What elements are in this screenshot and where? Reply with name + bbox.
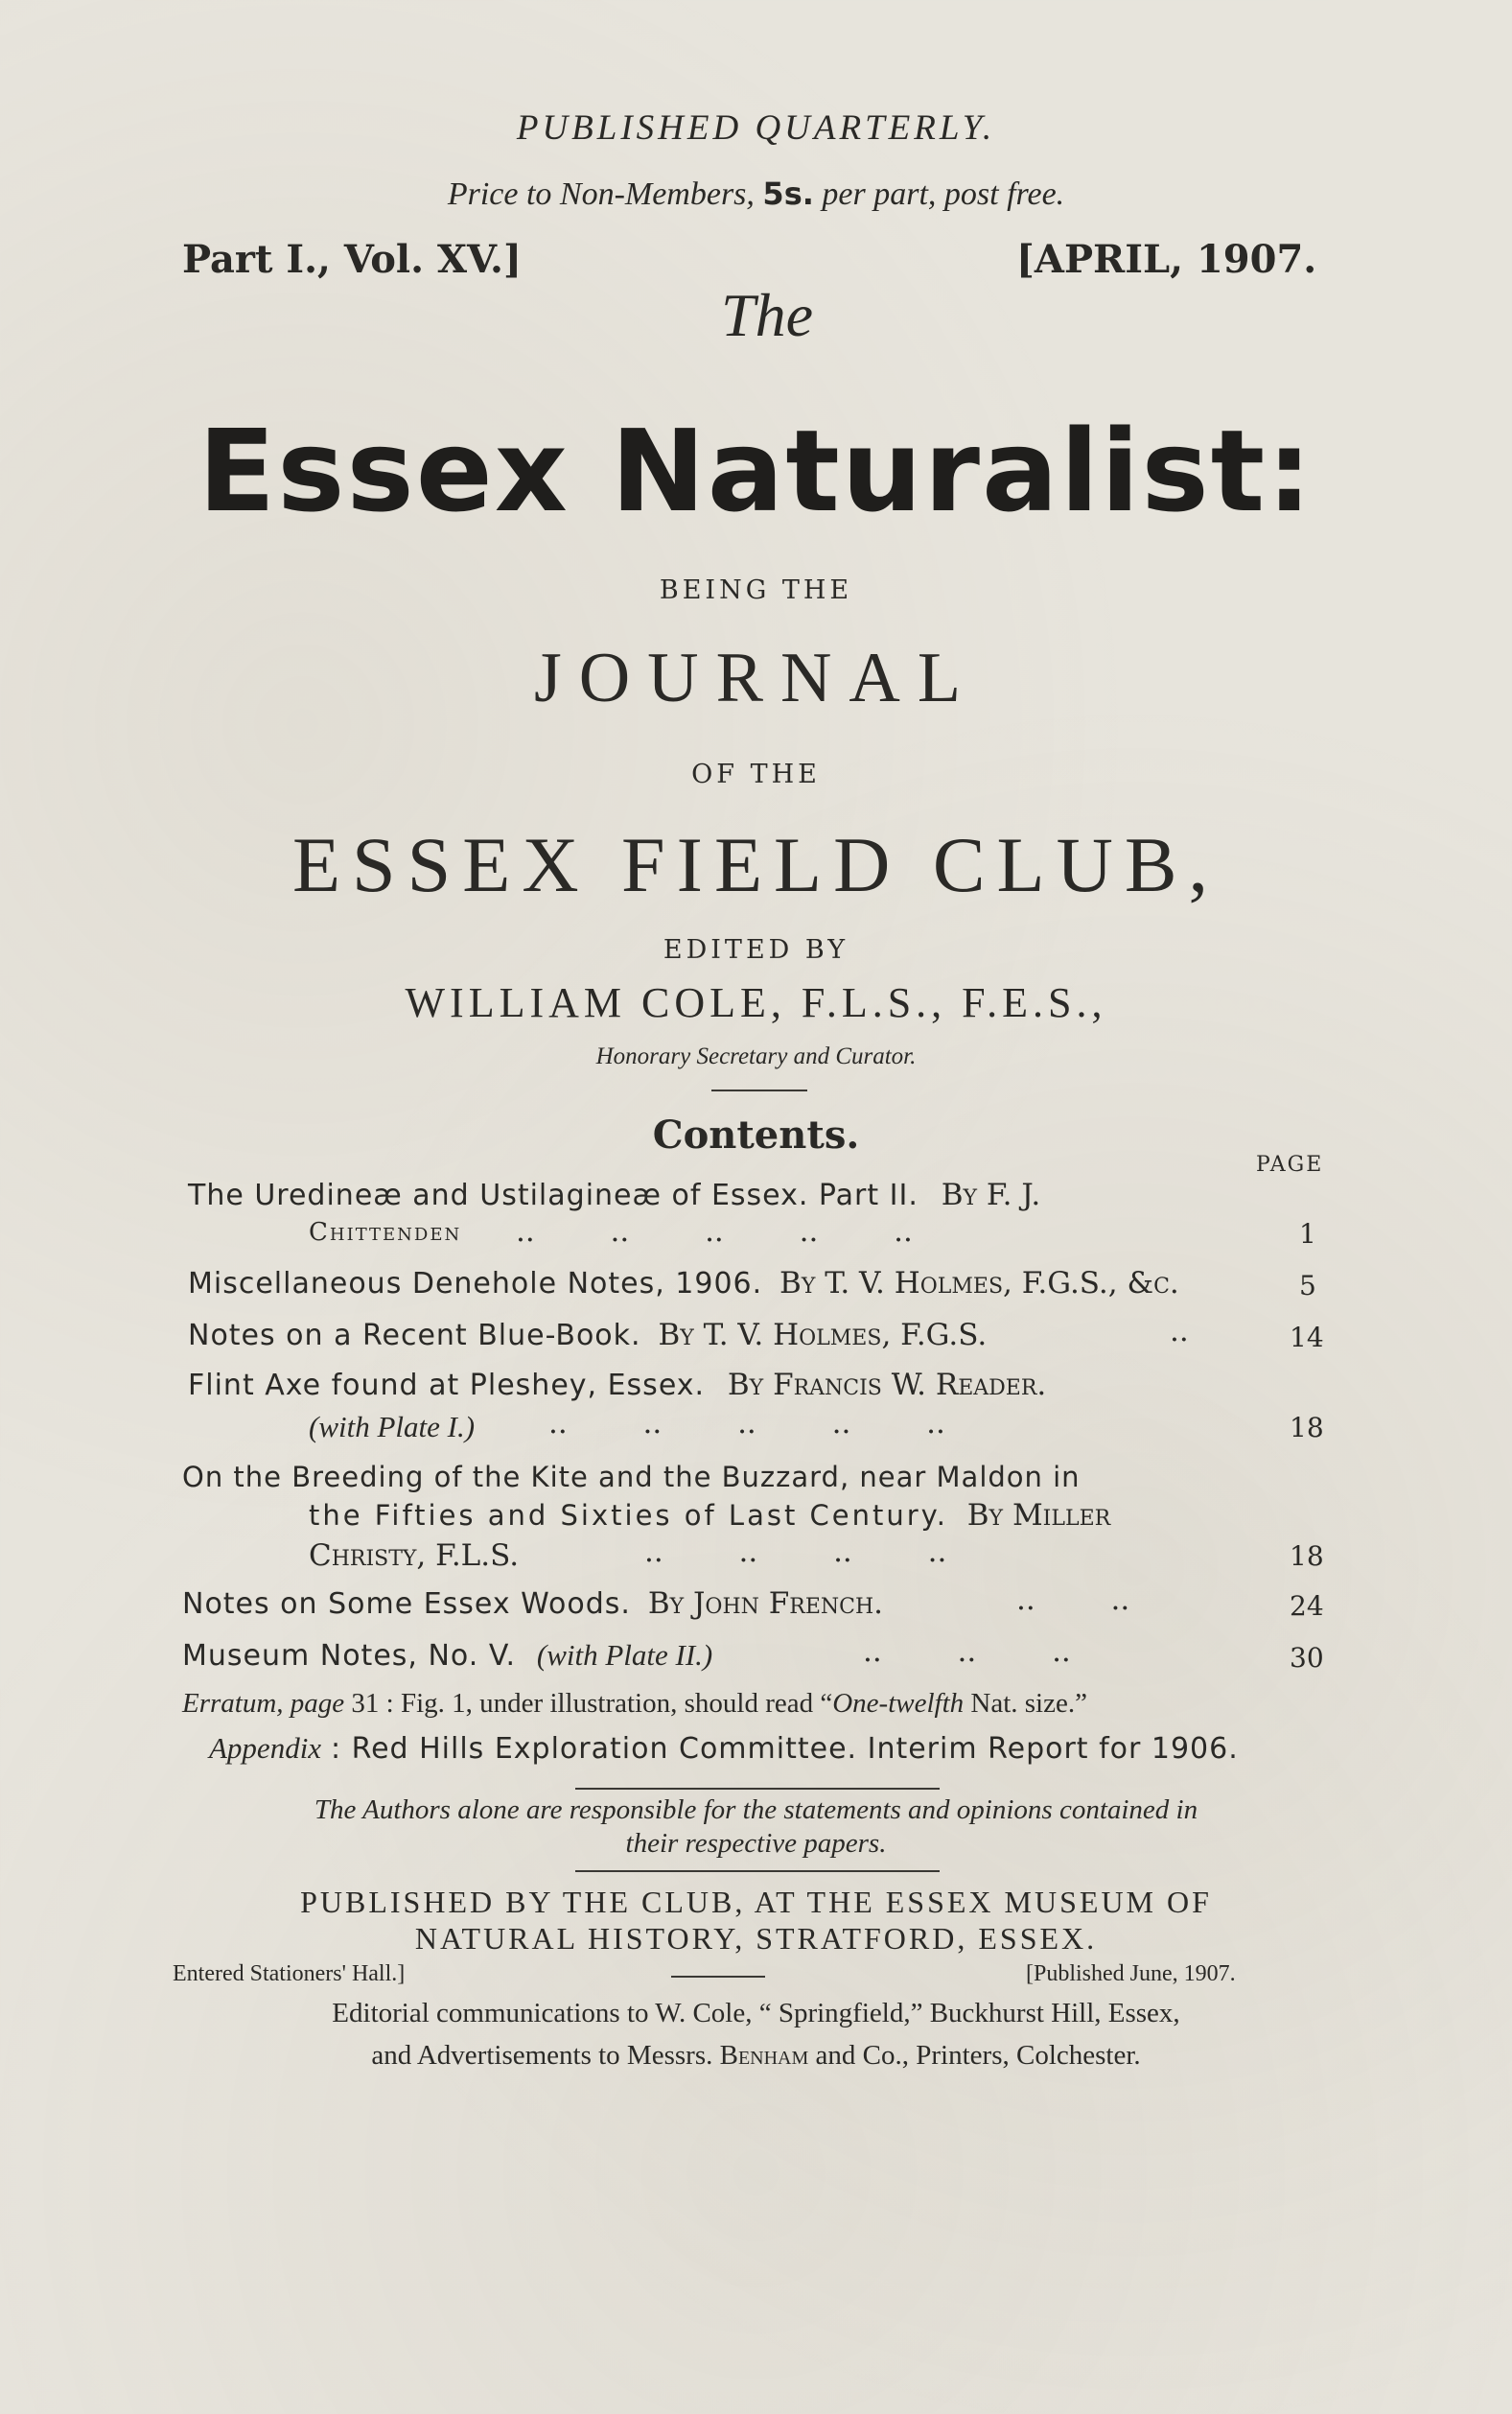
toc-leader: .. .. .. .. .. <box>516 1214 913 1249</box>
toc-page-number: 18 <box>1290 1412 1324 1443</box>
being-the: BEING THE <box>659 575 853 605</box>
divider <box>671 1976 765 1978</box>
toc-page-number: 5 <box>1299 1270 1316 1301</box>
edited-by: EDITED BY <box>663 935 849 965</box>
journal-word: JOURNAL <box>533 639 979 717</box>
divider <box>575 1870 940 1872</box>
divider <box>711 1090 807 1091</box>
publication-date: [Published June, 1907. <box>1026 1961 1236 1986</box>
toc-page-number: 14 <box>1290 1322 1324 1353</box>
toc-page-number: 18 <box>1290 1540 1324 1572</box>
toc-leader: .. .. .. .. .. <box>548 1406 945 1441</box>
published-quarterly: PUBLISHED QUARTERLY. <box>516 108 996 148</box>
editor-name: WILLIAM COLE, F.L.S., F.E.S., <box>405 979 1107 1026</box>
toc-item-author: Chittenden <box>309 1218 462 1247</box>
toc-leader: .. .. .. .. <box>644 1535 947 1569</box>
toc-item-title: Museum Notes, No. V. (with Plate II.) <box>182 1638 713 1673</box>
toc-item-title: Flint Axe found at Pleshey, Essex. By Francis W. Reader. <box>188 1368 1047 1402</box>
toc-item-author: Christy, F.L.S. <box>309 1538 520 1573</box>
toc-item-title: Notes on a Recent Blue-Book. By T. V. Holmes, F.G.S. <box>188 1318 988 1352</box>
price-suffix: per part, post free. <box>822 176 1065 212</box>
publisher-line-2: NATURAL HISTORY, STRATFORD, ESSEX. <box>414 1921 1098 1956</box>
of-the: OF THE <box>691 760 821 789</box>
toc-leader: .. .. .. <box>863 1634 1071 1669</box>
title-the: The <box>721 281 813 349</box>
appendix-line: Appendix : Red Hills Exploration Committee. Interim Report for 1906. <box>209 1731 1239 1766</box>
toc-page-number: 24 <box>1290 1590 1324 1622</box>
toc-page-number: 30 <box>1290 1642 1324 1674</box>
price-amount: 5s. <box>762 176 814 212</box>
toc-page-number: 1 <box>1299 1218 1316 1250</box>
publisher-line-1: PUBLISHED BY THE CLUB, AT THE ESSEX MUSEUM OF <box>300 1885 1212 1919</box>
editorial-line-1: Editorial communications to W. Cole, “ Springfield,” Buckhurst Hill, Essex, <box>332 1998 1180 2028</box>
toc-item-plate: (with Plate I.) <box>309 1410 476 1443</box>
club-name: ESSEX FIELD CLUB, <box>291 821 1221 908</box>
disclaimer-line-1: The Authors alone are responsible for the statements and opinions contained in <box>314 1794 1198 1825</box>
toc-item-title: On the Breeding of the Kite and the Buzzard, near Maldon in <box>182 1461 1081 1493</box>
page-column-label: PAGE <box>1256 1153 1324 1177</box>
erratum-line: Erratum, page 31 : Fig. 1, under illustration, should read “One-twelfth Nat. size.” <box>182 1688 1087 1719</box>
editor-role: Honorary Secretary and Curator. <box>595 1043 917 1069</box>
toc-leader: .. <box>1170 1314 1189 1348</box>
divider <box>575 1788 940 1790</box>
price-prefix: Price to Non-Members, <box>447 176 755 212</box>
toc-item-title: Notes on Some Essex Woods. By John French. <box>182 1586 883 1621</box>
contents-heading: Contents. <box>652 1113 860 1158</box>
toc-leader: .. .. <box>1016 1582 1130 1617</box>
part-volume: Part I., Vol. XV.] <box>182 237 522 282</box>
disclaimer-line-2: their respective papers. <box>625 1828 887 1859</box>
toc-item-title: Miscellaneous Denehole Notes, 1906. By T. V. Holmes, F.G.S., &c. <box>188 1266 1179 1301</box>
issue-date: [APRIL, 1907. <box>1016 237 1317 282</box>
price-line <box>0 176 1512 213</box>
editorial-line-2: and Advertisements to Messrs. Benham and Co., Printers, Colchester. <box>371 2040 1141 2071</box>
journal-title: Essex Naturalist: <box>198 405 1314 537</box>
toc-item-title: The Uredineæ and Ustilagineæ of Essex. Part II. By F. J. <box>188 1178 1041 1212</box>
stationers-hall: Entered Stationers' Hall.] <box>173 1961 406 1986</box>
toc-item-title-cont: the Fifties and Sixties of Last Century. By Miller <box>309 1498 1111 1533</box>
